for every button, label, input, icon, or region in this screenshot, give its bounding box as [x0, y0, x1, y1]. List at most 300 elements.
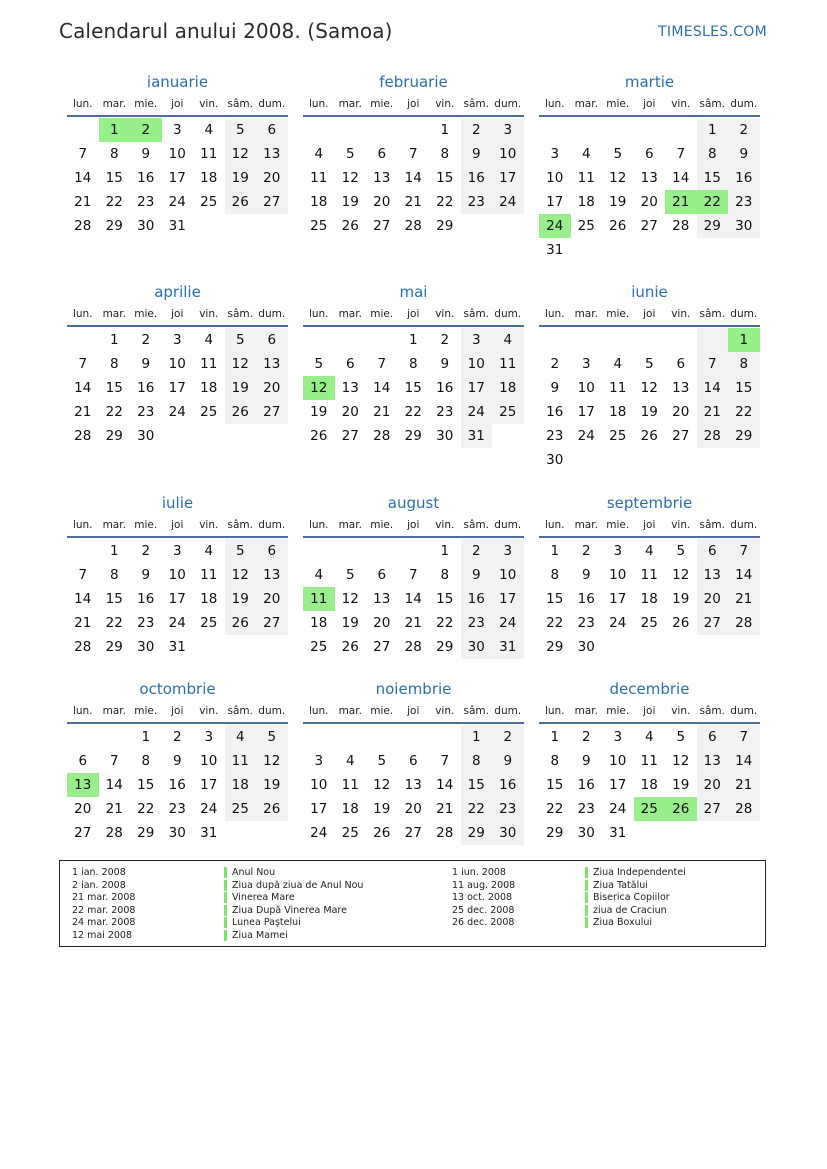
- weekday-label: dum.: [258, 519, 286, 531]
- legend-row: [585, 867, 686, 880]
- legend-date: 2 ian. 2008: [72, 879, 126, 891]
- brand-link[interactable]: TIMESLES.COM: [658, 24, 767, 40]
- month-mai: [303, 282, 524, 448]
- month-name: octombrie: [139, 680, 216, 698]
- day-cell: 1: [728, 328, 760, 352]
- weekday-label: vin.: [199, 98, 219, 110]
- day-cell: 24: [492, 190, 524, 214]
- day-cell: 9: [728, 142, 760, 166]
- day-cell: 18: [492, 376, 524, 400]
- legend-row: [585, 905, 686, 918]
- day-cell: 4: [613, 356, 623, 372]
- month-martie: [539, 72, 760, 262]
- legend-dates: [452, 867, 515, 930]
- day-cell: 16: [137, 170, 155, 186]
- empty-cell: [193, 424, 225, 448]
- day-cell: 19: [225, 376, 257, 400]
- day-cell: 18: [310, 615, 328, 631]
- weekday-label: vin.: [435, 308, 455, 320]
- day-cell: 9: [550, 380, 560, 396]
- day-cell: 21: [436, 801, 454, 817]
- day-cell: 11: [640, 567, 658, 583]
- day-cell: 24: [310, 825, 328, 841]
- day-cell: 18: [609, 404, 627, 420]
- day-cell: 6: [256, 118, 288, 142]
- weekday-label: dum.: [258, 705, 286, 717]
- day-cell: 6: [644, 146, 654, 162]
- weekday-label: lun.: [72, 308, 93, 320]
- day-cell: 9: [440, 356, 450, 372]
- day-cell: 11: [303, 587, 335, 611]
- days-grid: [303, 118, 524, 238]
- weekday-label: mar.: [338, 705, 362, 717]
- day-cell: 28: [74, 218, 92, 234]
- weekday-label: sâm.: [227, 705, 253, 717]
- day-cell: 18: [200, 591, 218, 607]
- day-cell: 6: [256, 539, 288, 563]
- day-cell: 4: [644, 543, 654, 559]
- day-cell: 12: [256, 749, 288, 773]
- month-name: iunie: [631, 283, 668, 301]
- day-cell: 24: [609, 801, 627, 817]
- day-cell: 18: [341, 801, 359, 817]
- day-cell: 29: [105, 639, 123, 655]
- day-cell: 19: [341, 615, 359, 631]
- day-cell: 25: [310, 639, 328, 655]
- empty-cell: [335, 539, 367, 563]
- empty-cell: [256, 424, 288, 448]
- day-cell: 22: [546, 801, 564, 817]
- day-cell: 17: [168, 591, 186, 607]
- day-cell: 7: [440, 753, 450, 769]
- day-cell: 10: [609, 753, 627, 769]
- weekday-header: [539, 93, 760, 117]
- day-cell: 23: [436, 404, 454, 420]
- day-cell: 8: [461, 749, 493, 773]
- day-cell: 24: [168, 615, 186, 631]
- day-cell: 27: [404, 825, 422, 841]
- weekday-label: vin.: [199, 519, 219, 531]
- day-cell: 2: [440, 332, 450, 348]
- day-cell: 20: [697, 587, 729, 611]
- day-cell: 15: [728, 376, 760, 400]
- empty-cell: [602, 635, 634, 659]
- empty-cell: [67, 118, 99, 142]
- day-cell: 1: [461, 725, 493, 749]
- day-cell: 1: [109, 332, 119, 348]
- legend-row: [585, 917, 686, 930]
- month-name: august: [387, 494, 440, 512]
- day-cell: 12: [225, 142, 257, 166]
- day-cell: 10: [461, 352, 493, 376]
- empty-cell: [634, 448, 666, 472]
- day-cell: 29: [105, 428, 123, 444]
- month-februarie: [303, 72, 524, 238]
- day-cell: 31: [461, 424, 493, 448]
- day-cell: 21: [404, 615, 422, 631]
- day-cell: 3: [550, 146, 560, 162]
- legend-date: 26 dec. 2008: [452, 917, 515, 929]
- empty-cell: [492, 214, 524, 238]
- weekday-label: vin.: [435, 705, 455, 717]
- day-cell: 21: [665, 190, 697, 214]
- day-cell: 19: [256, 773, 288, 797]
- day-cell: 8: [109, 356, 119, 372]
- day-cell: 4: [644, 729, 654, 745]
- weekday-label: joi: [407, 308, 420, 320]
- days-grid: [303, 725, 524, 845]
- day-cell: 24: [168, 194, 186, 210]
- day-cell: 29: [461, 821, 493, 845]
- day-cell: 24: [492, 611, 524, 635]
- month-name: iulie: [161, 494, 194, 512]
- month-septembrie: [539, 493, 760, 659]
- empty-cell: [728, 448, 760, 472]
- day-cell: 16: [492, 773, 524, 797]
- day-cell: 25: [577, 218, 595, 234]
- day-cell: 7: [408, 567, 418, 583]
- weekday-label: dum.: [730, 98, 758, 110]
- weekday-label: joi: [643, 705, 656, 717]
- legend-date: 11 aug. 2008: [452, 879, 516, 891]
- legend-date: 1 iun. 2008: [452, 867, 506, 878]
- month-name: aprilie: [154, 283, 201, 301]
- weekday-label: vin.: [199, 308, 219, 320]
- weekday-label: sâm.: [463, 98, 489, 110]
- day-cell: 27: [697, 611, 729, 635]
- day-cell: 11: [310, 170, 328, 186]
- day-cell: 6: [256, 328, 288, 352]
- day-cell: 2: [550, 356, 560, 372]
- empty-cell: [539, 328, 571, 352]
- day-cell: 10: [200, 753, 218, 769]
- empty-cell: [398, 725, 430, 749]
- day-cell: 18: [310, 194, 328, 210]
- day-cell: 17: [577, 404, 595, 420]
- day-cell: 14: [404, 591, 422, 607]
- empty-cell: [602, 448, 634, 472]
- day-cell: 8: [408, 356, 418, 372]
- weekday-label: mie.: [606, 308, 630, 320]
- empty-cell: [697, 238, 729, 262]
- days-grid: [539, 539, 760, 659]
- day-cell: 17: [492, 166, 524, 190]
- empty-cell: [665, 821, 697, 845]
- day-cell: 6: [377, 146, 387, 162]
- weekday-label: dum.: [494, 98, 522, 110]
- day-cell: 4: [314, 567, 324, 583]
- day-cell: 23: [577, 801, 595, 817]
- day-cell: 28: [728, 611, 760, 635]
- day-cell: 10: [609, 567, 627, 583]
- day-cell: 23: [577, 615, 595, 631]
- day-cell: 17: [200, 777, 218, 793]
- month-august: [303, 493, 524, 659]
- day-cell: 22: [105, 404, 123, 420]
- legend-holiday-name: Ziua după ziua de Anul Nou: [224, 880, 363, 891]
- empty-cell: [303, 539, 335, 563]
- legend-date: 13 oct. 2008: [452, 892, 513, 904]
- day-cell: 22: [137, 801, 155, 817]
- day-cell: 30: [137, 218, 155, 234]
- day-cell: 24: [200, 801, 218, 817]
- day-cell: 27: [341, 428, 359, 444]
- weekday-label: vin.: [435, 98, 455, 110]
- empty-cell: [602, 118, 634, 142]
- weekday-label: lun.: [72, 98, 93, 110]
- day-cell: 9: [141, 146, 151, 162]
- empty-cell: [602, 328, 634, 352]
- day-cell: 20: [373, 194, 391, 210]
- legend-holiday-name: Ziua Boxului: [585, 917, 652, 928]
- weekday-label: lun.: [308, 519, 329, 531]
- weekday-label: lun.: [544, 308, 565, 320]
- day-cell: 13: [697, 749, 729, 773]
- day-cell: 25: [200, 615, 218, 631]
- day-cell: 4: [204, 543, 214, 559]
- day-cell: 27: [373, 218, 391, 234]
- day-cell: 28: [697, 424, 729, 448]
- day-cell: 8: [550, 567, 560, 583]
- weekday-label: sâm.: [227, 98, 253, 110]
- day-cell: 16: [577, 777, 595, 793]
- weekday-label: vin.: [671, 308, 691, 320]
- weekday-header: [539, 700, 760, 724]
- day-cell: 19: [341, 194, 359, 210]
- legend-holiday-name: Lunea Paştelui: [224, 917, 301, 928]
- empty-cell: [634, 635, 666, 659]
- day-cell: 30: [728, 214, 760, 238]
- month-name: noiembrie: [375, 680, 452, 698]
- day-cell: 20: [697, 773, 729, 797]
- day-cell: 1: [141, 729, 151, 745]
- legend-row: [224, 867, 363, 880]
- day-cell: 18: [225, 773, 257, 797]
- day-cell: 20: [256, 587, 288, 611]
- day-cell: 22: [105, 615, 123, 631]
- day-cell: 13: [373, 591, 391, 607]
- day-cell: 15: [697, 166, 729, 190]
- day-cell: 21: [74, 404, 92, 420]
- legend-row: [224, 930, 363, 943]
- day-cell: 9: [141, 356, 151, 372]
- legend-holiday-name: Ziua Tatălui: [585, 880, 648, 891]
- day-cell: 8: [109, 567, 119, 583]
- day-cell: 14: [74, 170, 92, 186]
- weekday-label: sâm.: [463, 519, 489, 531]
- day-cell: 31: [609, 825, 627, 841]
- empty-cell: [256, 635, 288, 659]
- day-cell: 29: [436, 218, 454, 234]
- day-cell: 4: [204, 122, 214, 138]
- day-cell: 1: [109, 543, 119, 559]
- day-cell: 11: [640, 753, 658, 769]
- day-cell: 10: [168, 356, 186, 372]
- day-cell: 16: [461, 166, 493, 190]
- day-cell: 28: [373, 428, 391, 444]
- day-cell: 7: [728, 725, 760, 749]
- weekday-label: joi: [407, 98, 420, 110]
- empty-cell: [225, 821, 257, 845]
- weekday-label: vin.: [199, 705, 219, 717]
- weekday-header: [67, 700, 288, 724]
- empty-cell: [665, 635, 697, 659]
- day-cell: 5: [377, 753, 387, 769]
- day-cell: 14: [728, 749, 760, 773]
- day-cell: 4: [204, 332, 214, 348]
- legend-row: [224, 892, 363, 905]
- day-cell: 16: [137, 591, 155, 607]
- weekday-label: lun.: [544, 98, 565, 110]
- day-cell: 2: [172, 729, 182, 745]
- day-cell: 21: [105, 801, 123, 817]
- day-cell: 12: [341, 591, 359, 607]
- day-cell: 27: [672, 428, 690, 444]
- day-cell: 15: [461, 773, 493, 797]
- weekday-label: dum.: [730, 519, 758, 531]
- empty-cell: [162, 424, 194, 448]
- weekday-label: mar.: [102, 308, 126, 320]
- day-cell: 2: [581, 729, 591, 745]
- month-name: mai: [399, 283, 428, 301]
- day-cell: 22: [728, 400, 760, 424]
- day-cell: 5: [676, 729, 686, 745]
- day-cell: 21: [404, 194, 422, 210]
- day-cell: 30: [436, 428, 454, 444]
- day-cell: 30: [137, 639, 155, 655]
- day-cell: 22: [697, 190, 729, 214]
- day-cell: 3: [172, 332, 182, 348]
- empty-cell: [225, 424, 257, 448]
- day-cell: 6: [697, 725, 729, 749]
- day-cell: 11: [609, 380, 627, 396]
- day-cell: 12: [225, 563, 257, 587]
- day-cell: 30: [546, 452, 564, 468]
- day-cell: 30: [577, 825, 595, 841]
- day-cell: 15: [546, 591, 564, 607]
- day-cell: 25: [341, 825, 359, 841]
- legend-names: [224, 867, 363, 943]
- day-cell: 21: [728, 587, 760, 611]
- empty-cell: [665, 238, 697, 262]
- empty-cell: [398, 118, 430, 142]
- empty-cell: [193, 635, 225, 659]
- day-cell: 4: [345, 753, 355, 769]
- empty-cell: [193, 214, 225, 238]
- weekday-label: sâm.: [227, 519, 253, 531]
- weekday-header: [303, 514, 524, 538]
- day-cell: 7: [78, 356, 88, 372]
- day-cell: 4: [492, 328, 524, 352]
- legend-holiday-name: Biserica Copiilor: [585, 892, 670, 903]
- day-cell: 25: [225, 797, 257, 821]
- days-grid: [539, 725, 760, 845]
- day-cell: 17: [609, 777, 627, 793]
- day-cell: 26: [609, 218, 627, 234]
- day-cell: 20: [404, 801, 422, 817]
- day-cell: 29: [697, 214, 729, 238]
- day-cell: 11: [200, 146, 218, 162]
- day-cell: 8: [440, 567, 450, 583]
- empty-cell: [634, 821, 666, 845]
- day-cell: 12: [672, 567, 690, 583]
- day-cell: 1: [440, 122, 450, 138]
- day-cell: 11: [200, 356, 218, 372]
- day-cell: 25: [492, 400, 524, 424]
- empty-cell: [697, 821, 729, 845]
- weekday-label: joi: [171, 308, 184, 320]
- day-cell: 16: [168, 777, 186, 793]
- empty-cell: [366, 118, 398, 142]
- day-cell: 20: [640, 194, 658, 210]
- weekday-label: mie.: [370, 705, 394, 717]
- weekday-label: dum.: [494, 519, 522, 531]
- day-cell: 14: [74, 591, 92, 607]
- empty-cell: [366, 539, 398, 563]
- weekday-header: [67, 514, 288, 538]
- day-cell: 29: [436, 639, 454, 655]
- day-cell: 21: [728, 773, 760, 797]
- day-cell: 6: [408, 753, 418, 769]
- day-cell: 20: [256, 376, 288, 400]
- weekday-label: joi: [171, 705, 184, 717]
- day-cell: 20: [341, 404, 359, 420]
- day-cell: 15: [105, 380, 123, 396]
- legend-row: [224, 880, 363, 893]
- days-grid: [67, 539, 288, 659]
- day-cell: 3: [581, 356, 591, 372]
- day-cell: 10: [168, 567, 186, 583]
- day-cell: 2: [492, 725, 524, 749]
- day-cell: 30: [461, 635, 493, 659]
- day-cell: 26: [672, 615, 690, 631]
- day-cell: 27: [256, 400, 288, 424]
- day-cell: 23: [461, 190, 493, 214]
- day-cell: 4: [314, 146, 324, 162]
- empty-cell: [67, 328, 99, 352]
- weekday-label: mar.: [102, 519, 126, 531]
- legend-date: 1 ian. 2008: [72, 867, 126, 878]
- weekday-label: mar.: [102, 98, 126, 110]
- empty-cell: [303, 725, 335, 749]
- empty-cell: [99, 725, 131, 749]
- weekday-label: mie.: [370, 308, 394, 320]
- empty-cell: [67, 539, 99, 563]
- day-cell: 11: [577, 170, 595, 186]
- legend-row: [224, 905, 363, 918]
- day-cell: 27: [697, 797, 729, 821]
- day-cell: 22: [436, 615, 454, 631]
- day-cell: 4: [581, 146, 591, 162]
- day-cell: 23: [546, 428, 564, 444]
- legend-date: 22 mar. 2008: [72, 904, 136, 916]
- weekday-label: dum.: [730, 705, 758, 717]
- legend-row: [585, 880, 686, 893]
- day-cell: 3: [172, 543, 182, 559]
- day-cell: 11: [492, 352, 524, 376]
- empty-cell: [697, 635, 729, 659]
- day-cell: 16: [461, 587, 493, 611]
- day-cell: 2: [728, 118, 760, 142]
- month-aprilie: [67, 282, 288, 448]
- day-cell: 28: [105, 825, 123, 841]
- day-cell: 10: [546, 170, 564, 186]
- weekday-header: [539, 514, 760, 538]
- days-grid: [67, 328, 288, 448]
- day-cell: 31: [546, 242, 564, 258]
- day-cell: 17: [310, 801, 328, 817]
- day-cell: 17: [546, 194, 564, 210]
